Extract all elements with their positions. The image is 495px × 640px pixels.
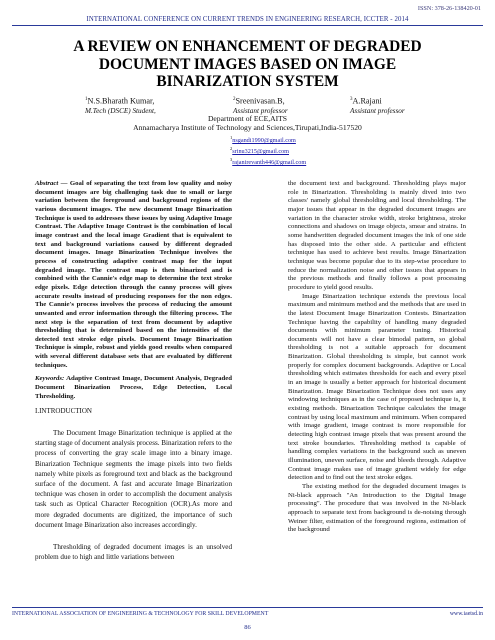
paper-title: A REVIEW ON ENHANCEMENT OF DEGRADED DOCUMENT IMAGES BASED ON IMAGE BINARIZATION SYSTEM (73, 38, 422, 90)
email-list: $^1$nsgandi1990@gmail.com $^2$srinu3215@gmail.com $^3$rajanirevanth446@gmail.com (230, 135, 307, 167)
paragraph: The existing method for the degraded document images is Ni-black approach "An Introduction to the Digital Image processing". The procedure that was involved in the Ni-black approach to separate text from background is de-noising through Weiner filter, estimation of the foreground regions, estimation of the background (288, 482, 466, 534)
conference-header: INTERNATIONAL CONFERENCE ON CURRENT TRENDS IN ENGINEERING RESEARCH, ICCTER - 2014 (12, 16, 483, 26)
keywords-text: Adaptive Contrast Image, Document Analysis, Degraded Document Binarization Process, Edge Detection, Local Thresholding. (35, 375, 232, 400)
paragraph: The Document Image Binarization technique is applied at the starting stage of document analysis process. Binarization refers to the process of converting the gray scale image into a binary image. Binarization Technique segments the image pixels into two fields namely white pixels as foreground text and black as the background surface of the document. A fast and accurate Image Binarization technique was chosen in order to accomplish the document analysis task such as Optical Character Recognition (OCR).As more and more degraded documents are digitized, the importance of such document Image Binarization also increases accordingly. (35, 429, 232, 529)
page-footer (12, 607, 483, 617)
email-link[interactable]: nsgandi1990@gmail.com (232, 137, 296, 145)
affiliation (0, 114, 495, 132)
footer-organization: INTERNATIONAL ASSOCIATION OF ENGINEERING & TECHNOLOGY FOR SKILL DEVELOPMENT (12, 611, 269, 617)
left-column (35, 180, 232, 563)
department: Department of ECE,AITS (207, 114, 288, 123)
abstract-text: Goal of separating the text from low quality and noisy document images are big challenging task due to small or large variation between the foreground and background regions of the various document images. The new document Image Binarization Technique is used to addresses these issues by using Adaptive Image Contrast. The Adaptive Image Contrast is the combination of local image contrast and the local image Gradient that is equivalent to text and background variations caused by different degraded document images. Image Binarization Technique involves the process of constructing adaptive contrast map for the input degraded image. The contrast map is then binarized and is combined with the Cannie's edge map to determine the text stroke edge pixels. Edge detection through the canny process will gives accurate results instead of producing responses for the non edges. The Cannie's process involves the process of reducing the amount unwanted and error information through the filtering process. The next step is the separation of text from document by adaptive thresholding that is determined based on the intensities of the detected text stroke edge pixels. Document Image Binarization Technique is simple, robust and yields good results when compared with several different database sets that are evaluated by different techniques. (35, 180, 232, 369)
keywords (35, 375, 232, 401)
author-name: N.S.Bharath Kumar, (87, 96, 155, 106)
paragraph: Thresholding of degraded document images is an unsolved problem due to high and little variations between (35, 543, 232, 562)
keywords-lead: Keywords: (35, 375, 65, 383)
author-role: Assistant professor (233, 106, 288, 115)
author-role: M.Tech (DSCE) Student, (85, 106, 156, 115)
paragraph: Image Binarization technique extends the previous local maximum and minimum method and the methods that are used in the latest Document Image Binarization Contests. Binarization Technique having the capability of handling many degraded documents with minimum parameter tuning. Historical documents will not have a clear bimodal pattern, so global thresholding is not a suitable approach for document Binarization. Global thresholding is simple, but cannot work properly for complex document backgrounds. Adaptive or Local thresholding which estimates thresholds for each and every pixel in an image is usually a better approach for historical document Binarization. Image Binarization Technique does not uses any windowing techniques as in the case of proposed technique is, it existing methods. Binarization Technique calculates the image contrast by using local maximum and minimum. When compared with image gradient, image contrast is more responsible for detecting high contrast image pixels that was present around the text stroke boundaries. Thresholding method is capable of handling complex variations in the background such as uneven illumination, uneven surface, noise and bleeds through. Adaptive Contrast image makes use of image gradient widely for edge detection and to find out the text stroke edges. (288, 292, 466, 482)
introduction-body (35, 428, 232, 562)
email-link[interactable]: rajanirevanth446@gmail.com (232, 159, 307, 167)
footer-website-link[interactable]: www.iaetsd.in (449, 611, 483, 617)
author-name: Sreenivasan.B, (235, 96, 285, 106)
email-link[interactable]: srinu3215@gmail.com (232, 148, 289, 156)
right-column (288, 180, 466, 535)
author-2: $^2$Sreenivasan.B, Assistant professor (233, 96, 288, 115)
page-number: 86 (244, 624, 251, 631)
section-heading-introduction: I.INTRODUCTION (35, 407, 92, 416)
author-name: A.Rajani (352, 96, 382, 106)
abstract-lead: Abstract — (35, 180, 68, 187)
institution: Annamacharya Institute of Technology and Sciences,Tirupati,India-517520 (133, 123, 362, 132)
abstract (35, 180, 232, 370)
author-3: $^3$A.Rajani Assistant professor (350, 96, 405, 115)
paragraph: the document text and background. Thresholding plays major role in Binarization. Thresholding is mainly dived into two classes' namely global thresholding and local thresholding. The major issues that appear in the degraded document images are variation in the character stroke width, stroke brightness, stroke connections and shadows on image objects, smear and strains. In some handwritten degraded document images the ink of one side has disposed into the other side. A particular and efficient technique has used to achieve best results. Image Binarization technique was become popular due to its step-wise procedure to reduce the normalization noise and other issues that appears in the previous methods and finally follows a post processing procedure to yield good results. (288, 180, 466, 291)
author-1: $^1$N.S.Bharath Kumar, M.Tech (DSCE) Student, (85, 96, 156, 115)
author-role: Assistant professor (350, 106, 405, 115)
issn-label: ISSN: 378-26-138420-01 (417, 5, 481, 12)
